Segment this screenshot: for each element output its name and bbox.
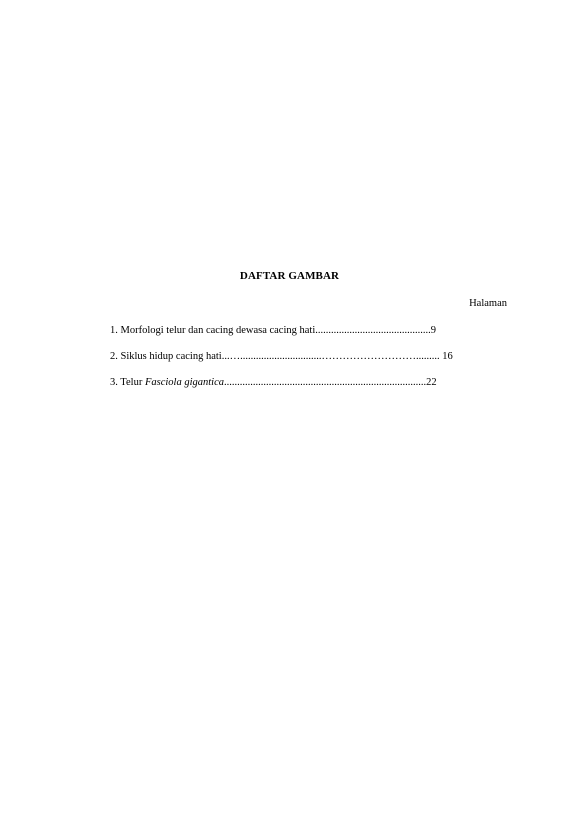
toc-entry-title-italic: Fasciola gigantica: [144, 377, 224, 388]
toc-entry-leader: ............................................: [315, 325, 431, 336]
toc-entry-page: 16: [439, 351, 453, 362]
toc-entry-page: 22: [426, 377, 437, 388]
toc-entry-title-prefix: 3. Telur: [110, 377, 145, 388]
toc-entry-leader: .............................................................................: [224, 377, 427, 388]
page-column-header: Halaman: [469, 298, 507, 309]
toc-entry-title: 1. Morfologi telur dan cacing dewasa cacing hati: [110, 325, 316, 336]
toc-entry-title: 2. Siklus hidup cacing hati: [110, 351, 222, 362]
toc-entry: [110, 325, 436, 337]
toc-entry-leader: ...…...............................……………………….........: [221, 351, 440, 362]
toc-entry-page: 9: [430, 325, 437, 336]
toc-entry: [110, 351, 453, 363]
page-title: DAFTAR GAMBAR: [239, 270, 340, 282]
toc-entry: [110, 377, 437, 389]
